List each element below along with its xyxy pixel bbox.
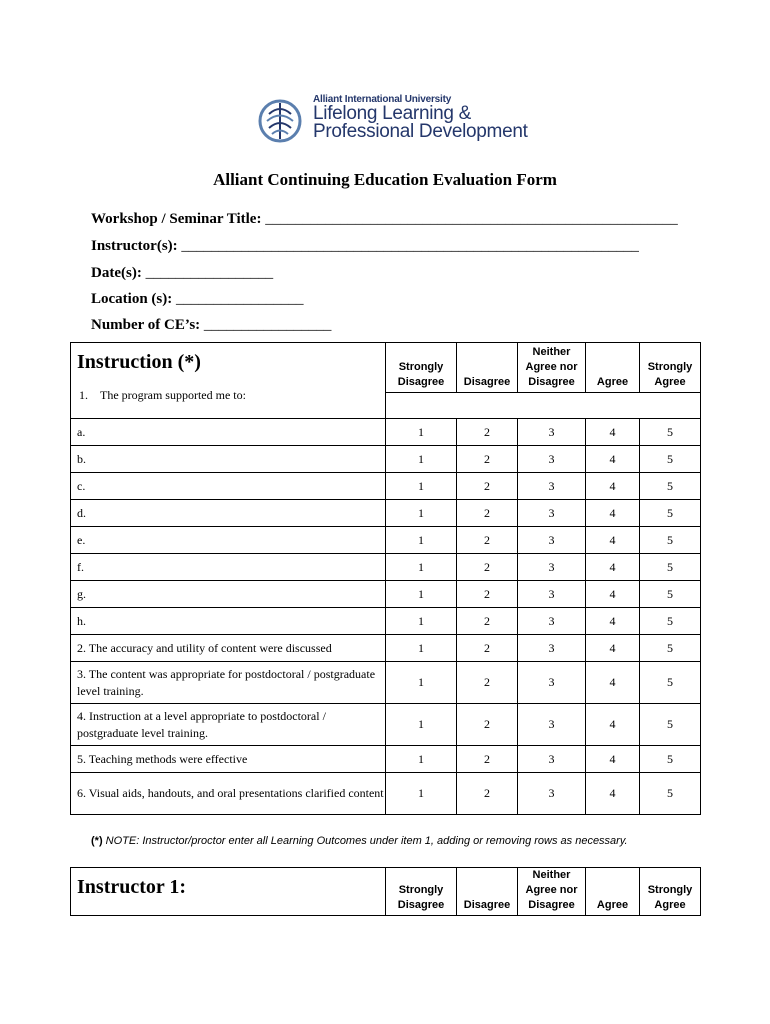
rating-option-3[interactable]: 3 [518,473,586,500]
rating-option-2[interactable]: 2 [457,500,518,527]
rating-option-2[interactable]: 2 [457,662,518,704]
header-disagree: Disagree [457,343,518,393]
rating-option-5[interactable]: 5 [640,446,701,473]
rating-option-2[interactable]: 2 [457,446,518,473]
rating-row-label: 2. The accuracy and utility of content were discussed [71,635,386,662]
rating-option-3[interactable]: 3 [518,635,586,662]
rating-option-5[interactable]: 5 [640,500,701,527]
instruction-header-row [71,343,701,393]
rating-option-5[interactable]: 5 [640,581,701,608]
rating-option-4[interactable]: 4 [586,500,640,527]
rating-option-2[interactable]: 2 [457,419,518,446]
rating-option-2[interactable]: 2 [457,581,518,608]
rating-option-1[interactable]: 1 [386,635,457,662]
rating-option-3[interactable]: 3 [518,419,586,446]
instructors-field[interactable] [91,238,639,255]
header-neither: Neither Agree nor Disagree [518,343,586,393]
rating-option-1[interactable]: 1 [386,746,457,773]
rating-option-1[interactable]: 1 [386,704,457,746]
rating-option-1[interactable]: 1 [386,500,457,527]
rating-option-1[interactable]: 1 [386,527,457,554]
logo-line-1: Lifelong Learning & [313,103,472,124]
rating-option-1[interactable]: 1 [386,581,457,608]
field-label: Location (s): [91,291,173,307]
logo-org-name: Alliant International University [313,94,452,105]
rating-option-1[interactable]: 1 [386,554,457,581]
rating-option-3[interactable]: 3 [518,608,586,635]
logo-line-2: Professional Development [313,121,528,142]
field-blank: _________________ [176,291,304,307]
rating-row [71,554,701,581]
rating-row [71,635,701,662]
header-agree: Agree [586,868,640,916]
ce-count-field[interactable] [91,317,331,334]
rating-option-4[interactable]: 4 [586,419,640,446]
rating-row [71,500,701,527]
rating-option-4[interactable]: 4 [586,527,640,554]
field-blank: _________________ [145,265,274,281]
rating-row-label: g. [71,581,386,608]
form-title: Alliant Continuing Education Evaluation Form [213,170,557,189]
instruction-heading: Instruction (*) [77,351,201,373]
rating-option-1[interactable]: 1 [386,419,457,446]
field-label: Date(s): [91,265,142,281]
field-blank: _____________________________________________________________ [181,238,639,254]
rating-option-4[interactable]: 4 [586,662,640,704]
rating-option-5[interactable]: 5 [640,419,701,446]
rating-option-5[interactable]: 5 [640,662,701,704]
rating-option-5[interactable]: 5 [640,746,701,773]
rating-row-label: a. [71,419,386,446]
rating-option-1[interactable]: 1 [386,473,457,500]
item-1-prompt: 1. The program supported me to: [79,388,246,402]
rating-option-5[interactable]: 5 [640,635,701,662]
rating-option-5[interactable]: 5 [640,608,701,635]
rating-option-3[interactable]: 3 [518,527,586,554]
rating-row-label: 4. Instruction at a level appropriate to postdoctoral / postgraduate level training. [71,704,386,746]
rating-option-3[interactable]: 3 [518,704,586,746]
rating-option-4[interactable]: 4 [586,608,640,635]
rating-row [71,662,701,704]
rating-option-2[interactable]: 2 [457,554,518,581]
instruction-table [70,342,701,815]
rating-row [71,527,701,554]
rating-row-label: e. [71,527,386,554]
rating-option-3[interactable]: 3 [518,554,586,581]
rating-option-3[interactable]: 3 [518,446,586,473]
rating-row-label: d. [71,500,386,527]
rating-row-label: 6. Visual aids, handouts, and oral presentations clarified content [71,773,386,815]
university-logo [257,94,528,150]
rating-option-5[interactable]: 5 [640,473,701,500]
rating-option-5[interactable]: 5 [640,704,701,746]
rating-option-3[interactable]: 3 [518,662,586,704]
rating-option-2[interactable]: 2 [457,608,518,635]
rating-row-label: 5. Teaching methods were effective [71,746,386,773]
field-blank: _______________________________________________________ [265,211,678,227]
header-agree: Agree [586,343,640,393]
rating-option-1[interactable]: 1 [386,662,457,704]
rating-option-4[interactable]: 4 [586,746,640,773]
field-label: Instructor(s): [91,238,178,254]
rating-option-4[interactable]: 4 [586,554,640,581]
rating-row-label: 3. The content was appropriate for postdoctoral / postgraduate level training. [71,662,386,704]
field-blank: _________________ [203,317,332,333]
rating-option-1[interactable]: 1 [386,608,457,635]
rating-option-2[interactable]: 2 [457,704,518,746]
rating-option-2[interactable]: 2 [457,473,518,500]
rating-option-4[interactable]: 4 [586,446,640,473]
header-neither: Neither Agree nor Disagree [518,868,586,916]
rating-option-4[interactable]: 4 [586,581,640,608]
dates-field[interactable] [91,265,273,282]
header-disagree: Disagree [457,868,518,916]
rating-row-label: h. [71,608,386,635]
rating-option-2[interactable]: 2 [457,527,518,554]
rating-option-3[interactable]: 3 [518,500,586,527]
workshop-title-field[interactable] [91,211,678,228]
logo-emblem-icon [257,96,303,146]
rating-option-5[interactable]: 5 [640,527,701,554]
location-field[interactable] [91,291,304,308]
rating-row [71,581,701,608]
rating-option-2[interactable]: 2 [457,635,518,662]
rating-row-label: f. [71,554,386,581]
rating-row [71,704,701,746]
rating-row [71,608,701,635]
rating-row-label: c. [71,473,386,500]
rating-option-5[interactable]: 5 [640,773,701,815]
instructor-header-row [71,868,701,916]
field-label: Workshop / Seminar Title: [91,211,262,227]
rating-option-4[interactable]: 4 [586,773,640,815]
rating-option-3[interactable]: 3 [518,746,586,773]
header-strongly-disagree: Strongly Disagree [386,343,457,393]
rating-option-3[interactable]: 3 [518,581,586,608]
field-label: Number of CE’s: [91,317,201,333]
rating-option-5[interactable]: 5 [640,554,701,581]
rating-option-4[interactable]: 4 [586,635,640,662]
rating-option-2[interactable]: 2 [457,746,518,773]
rating-option-3[interactable]: 3 [518,773,586,815]
rating-row [71,746,701,773]
header-strongly-agree: Strongly Agree [640,343,701,393]
rating-row [71,446,701,473]
rating-row [71,419,701,446]
rating-option-1[interactable]: 1 [386,446,457,473]
rating-row [71,773,701,815]
rating-option-2[interactable]: 2 [457,773,518,815]
header-strongly-agree: Strongly Agree [640,868,701,916]
instruction-heading-cell [71,343,386,419]
rating-option-1[interactable]: 1 [386,773,457,815]
header-strongly-disagree: Strongly Disagree [386,868,457,916]
rating-row [71,473,701,500]
rating-row-label: b. [71,446,386,473]
instruction-note: (*) NOTE: Instructor/proctor enter all Learning Outcomes under item 1, adding or removing rows as necessary. [91,835,628,847]
rating-option-4[interactable]: 4 [586,473,640,500]
instructor-table [70,867,701,916]
instructor-heading: Instructor 1: [71,868,386,916]
item-1-empty-cell [386,393,701,419]
rating-option-4[interactable]: 4 [586,704,640,746]
